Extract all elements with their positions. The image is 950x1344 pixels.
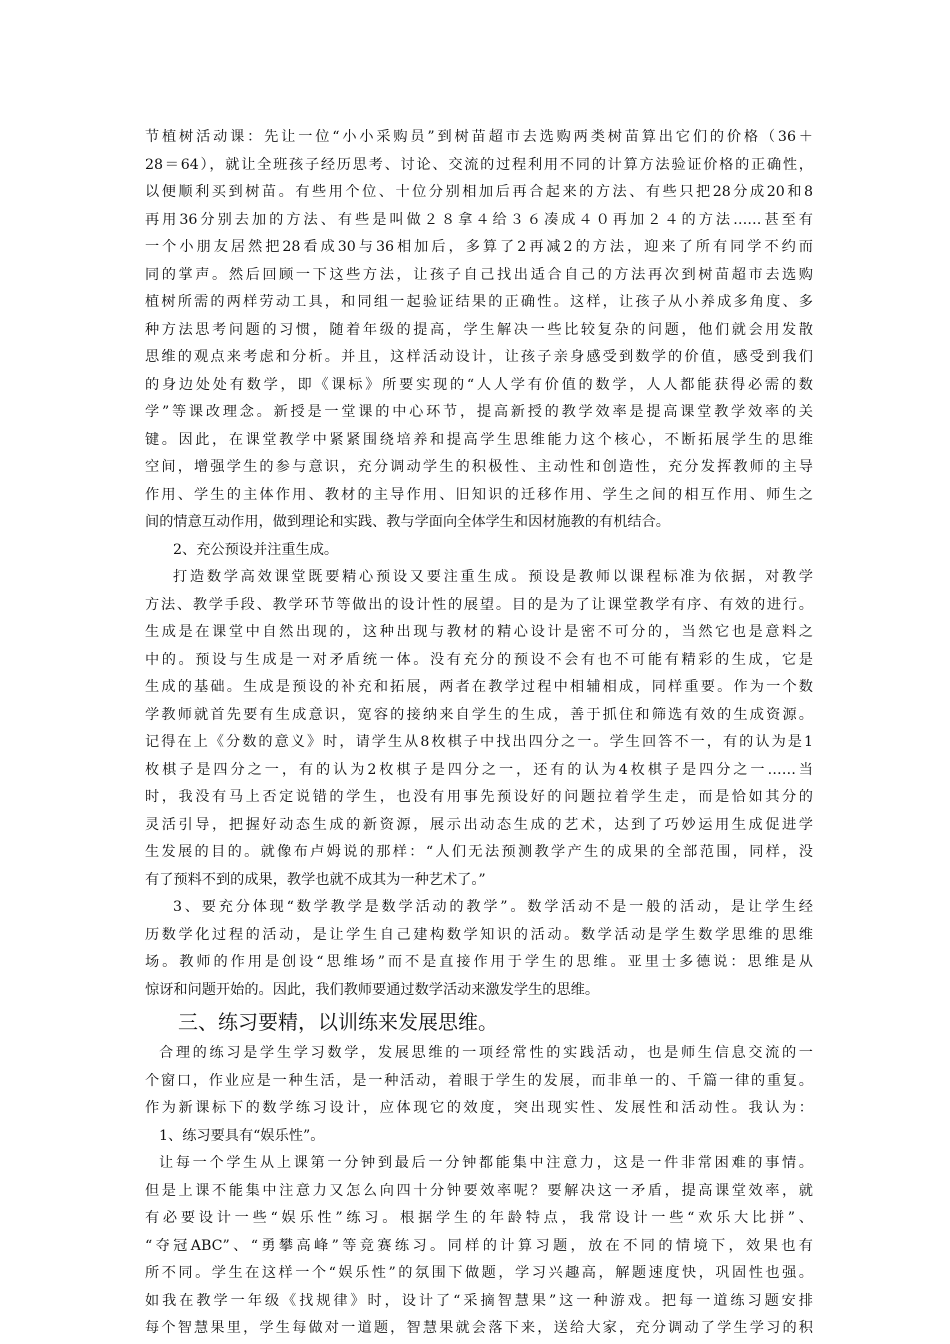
paragraph-entertainment <box>145 1150 813 1343</box>
text-line: 28＝64），就让全班孩子经历思考、讨论、交流的过程利用不同的计算方法验证价格的正确性， <box>145 156 813 173</box>
text-line: 种方法思考问题的习惯，随着年级的提高，学生解决一些比较复杂的问题，他们就会用发散 <box>145 321 813 338</box>
text-line: 学”等课改理念。新授是一堂课的中心环节，提高新授的教学效率是提高课堂教学效率的关 <box>145 404 813 420</box>
text-line: 生成是在课堂中自然出现的，这种出现与教材的精心设计是密不可分的，当然它也是意料之 <box>145 624 813 640</box>
text-line: 思维的观点来考虑和分析。并且，这样活动设计，让孩子亲身感受到数学的价值，感受到我们 <box>145 349 813 365</box>
text-line: 每个智慧果里，学生每做对一道题，智慧果就会落下来，送给大家，充分调动了学生学习的积 <box>145 1320 813 1336</box>
text-line: 方法、教学手段、教学环节等做出的设计性的展望。目的是为了让课堂教学有序、有效的进行。 <box>145 596 813 613</box>
text-line: 作用、学生的主体作用、教材的主导作用、旧知识的迁移作用、学生之间的相互作用、师生之 <box>145 486 813 503</box>
text-line: 植树所需的两样劳动工具，和同组一起验证结果的正确性。这样，让孩子从小养成多角度、多 <box>145 294 813 310</box>
text-line: 键。因此，在课堂教学中紧紧围绕培养和提高学生思维能力这个核心，不断拓展学生的思维 <box>145 431 813 448</box>
text-line: 间的情意互动作用，做到理论和实践、教与学面向全体学生和因材施教的有机结合。 <box>145 514 670 530</box>
text-line: 生成的基础。生成是预设的补充和拓展，两者在教学过程中相辅相成，同样重要。作为一个数 <box>145 679 813 695</box>
text-line: 有了预料不到的成果，教学也就不成其为一种艺术了。” <box>145 871 486 888</box>
document-body <box>145 124 813 1343</box>
text-line: 学教师就首先要有生成意识，宽容的接纳来自学生的生成，善于抓住和筛选有效的生成资源。 <box>145 706 813 723</box>
subheading-2: 2、充公预设并注重生成。 <box>173 541 339 558</box>
text-line: 再用36分别去加的方法、有些是叫做２８拿４给３６凑成４０再加２４的方法……甚至有 <box>145 211 813 228</box>
paragraph-math-activity <box>145 894 813 1004</box>
text-line: 个窗口，作业应是一种生活，是一种活动，着眼于学生的发展，而非单一的、千篇一律的重复。 <box>145 1072 813 1089</box>
text-line: 一个小朋友居然把28看成30与36相加后，多算了2再减2的方法，迎来了所有同学不约而 <box>145 239 813 255</box>
text-line: 记得在上《分数的意义》时，请学生从8枚棋子中找出四分之一。学生回答不一，有的认为是1 <box>145 734 813 750</box>
paragraph-preset-generation <box>145 564 813 894</box>
text-line: 同的掌声。然后回顾一下这些方法，让孩子自己找出适合自己的方法再次到树苗超市去选购 <box>145 266 813 283</box>
text-line: 以便顺利买到树苗。有些用个位、十位分别相加后再合起来的方法、有些只把28分成20和8 <box>145 184 813 200</box>
text-line: 打造数学高效课堂既要精心预设又要注重生成。预设是教师以课程标准为依据，对教学 <box>173 569 813 585</box>
text-line: 灵活引导，把握好动态生成的新资源，展示出动态生成的艺术，达到了巧妙运用生成促进学 <box>145 816 813 833</box>
text-line: 惊讶和问题开始的。因此，我们教师要通过数学活动来激发学生的思维。 <box>145 981 600 998</box>
text-line: 中的。预设与生成是一对矛盾统一体。没有充分的预设不会有也不可能有精彩的生成，它是 <box>145 651 813 668</box>
text-line: 3、要充分体现“数学教学是数学活动的教学”。数学活动不是一般的活动，是让学生经 <box>173 899 813 915</box>
text-line: 历数学化过程的活动，是让学生自己建构数学知识的活动。数学活动是学生数学思维的思维 <box>145 926 813 943</box>
text-line: 如我在教学一年级《找规律》时，设计了“采摘智慧果”这一种游戏。把每一道练习题安排 <box>145 1292 813 1309</box>
text-line: 枚棋子是四分之一，有的认为2枚棋子是四分之一，还有的认为4枚棋子是四分之一……当 <box>145 761 813 778</box>
text-line: 的身边处处有数学，即《课标》所要实现的“人人学有价值的数学，人人都能获得必需的数 <box>145 376 813 393</box>
text-line: 时，我没有马上否定说错的学生，也没有用事先预设好的问题拉着学生走，而是恰如其分的 <box>145 789 813 805</box>
section-heading-3: 三、练习要精，以训练来发展思维。 <box>178 1010 498 1034</box>
text-line: 空间，增强学生的参与意识，充分调动学生的积极性、主动性和创造性，充分发挥教师的主导 <box>145 459 813 475</box>
paragraph-tree-planting <box>145 124 813 537</box>
text-line: 节植树活动课：先让一位“小小采购员”到树苗超市去选购两类树苗算出它们的价格（36＋ <box>145 129 813 145</box>
text-line: 让每一个学生从上课第一分钟到最后一分钟都能集中注意力，这是一件非常困难的事情。 <box>159 1155 813 1171</box>
text-line: 作为新课标下的数学练习设计，应体现它的效度，突出现实性、发展性和活动性。我认为： <box>145 1100 813 1116</box>
text-line: 所不同。学生在这样一个“娱乐性”的氛围下做题，学习兴趣高，解题速度快，巩固性也强。 <box>145 1265 813 1281</box>
text-line: 生发展的目的。就像布卢姆说的那样：“人们无法预测教学产生的成果的全部范围，同样，没 <box>145 844 813 860</box>
paragraph-practice-intro <box>145 1040 813 1123</box>
text-line: 有必要设计一些“娱乐性”练习。根据学生的年龄特点，我常设计一些“欢乐大比拼”、 <box>145 1210 813 1226</box>
text-line: “夺冠ABC”、“勇攀高峰”等竞赛练习。同样的计算习题，放在不同的情境下，效果也有 <box>145 1237 813 1254</box>
text-line: 但是上课不能集中注意力又怎么向四十分钟要效率呢？要解决这一矛盾，提高课堂效率，就 <box>145 1182 813 1199</box>
text-line: 场。教师的作用是创设“思维场”而不是直接作用于学生的思维。亚里士多德说：思维是从 <box>145 954 813 970</box>
subheading-1: 1、练习要具有“娱乐性”。 <box>159 1127 325 1144</box>
text-line: 合理的练习是学生学习数学，发展思维的一项经常性的实践活动，也是师生信息交流的一 <box>159 1045 813 1061</box>
